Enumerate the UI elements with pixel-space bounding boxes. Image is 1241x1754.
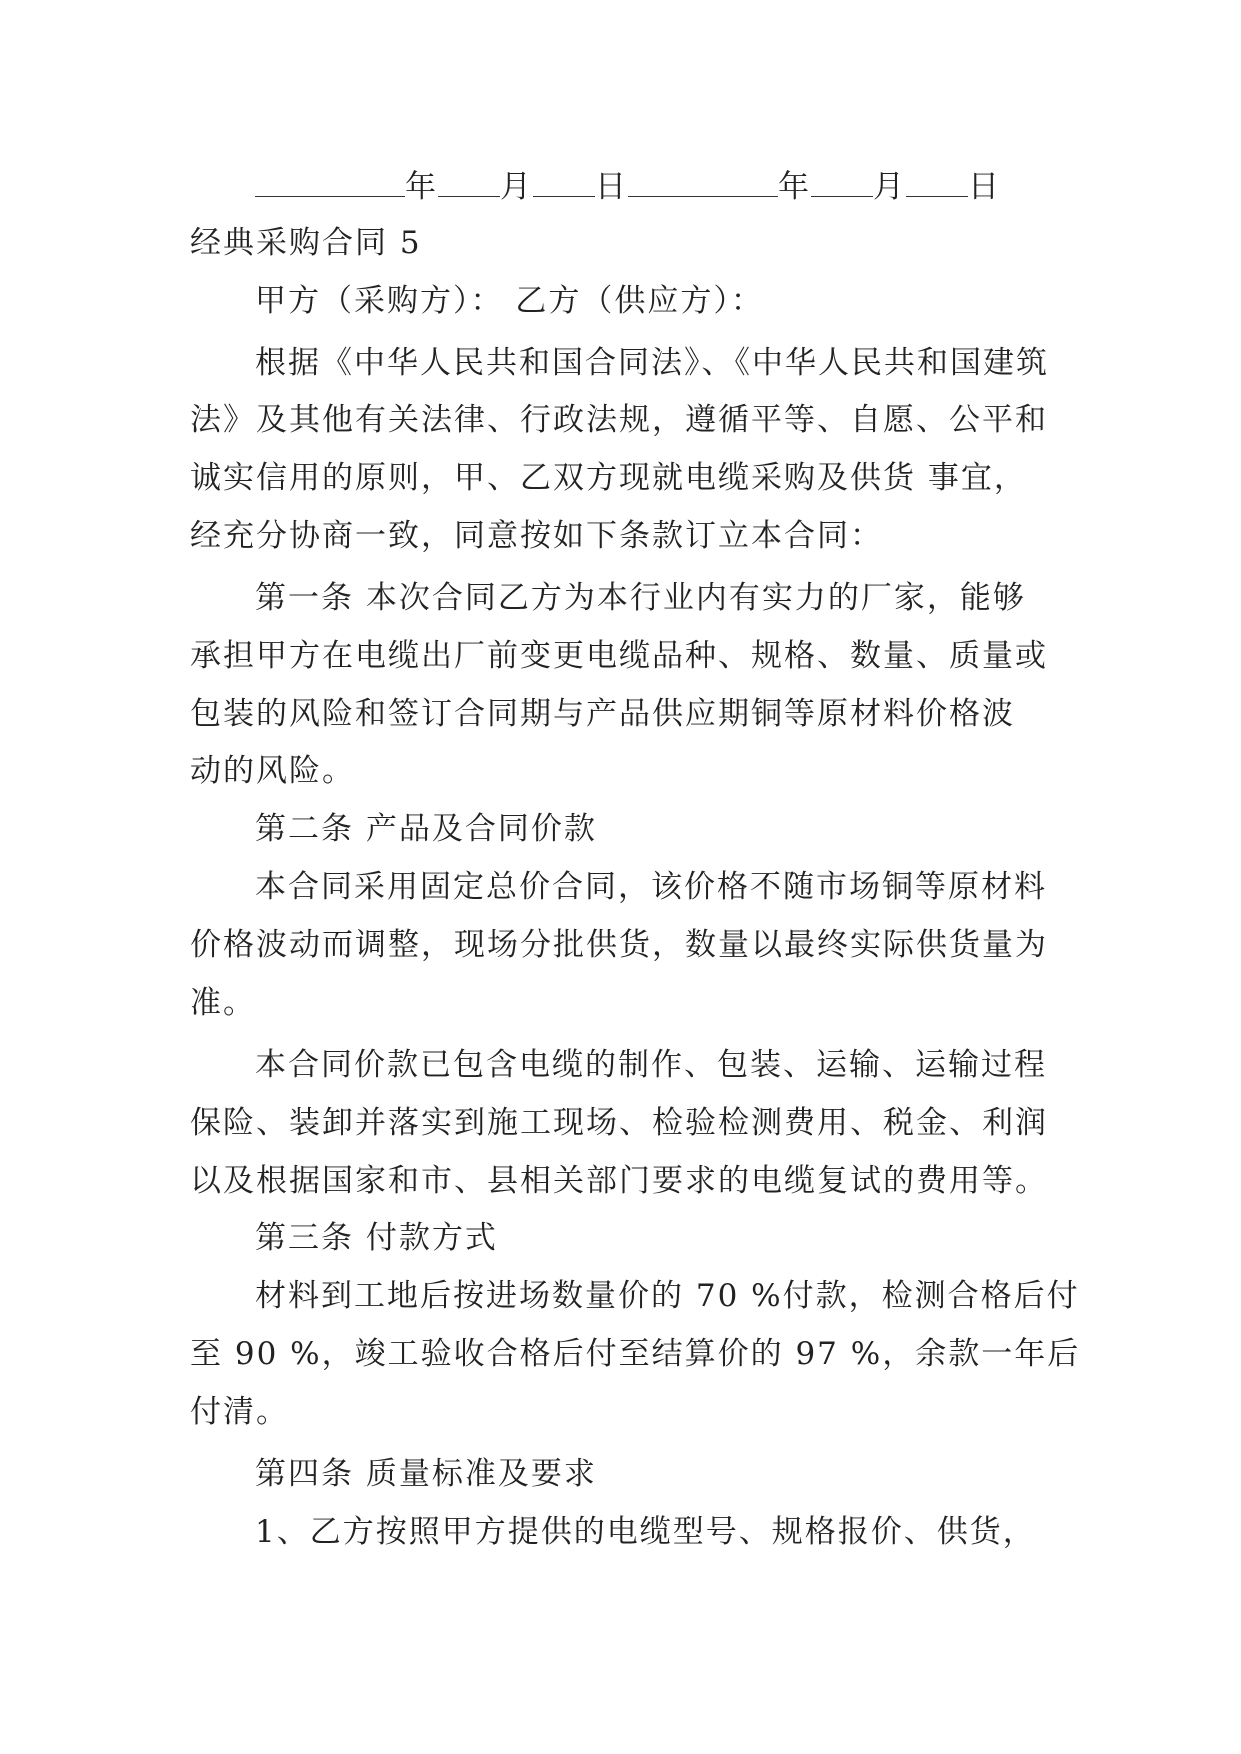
body-line: 材料到工地后按进场数量价的 70 %付款，检测合格后付 xyxy=(255,1278,1080,1314)
year-blank-1[interactable] xyxy=(255,166,405,197)
day-char-1: 日 xyxy=(595,169,628,205)
day-blank-1[interactable] xyxy=(533,166,595,197)
body-line: 经充分协商一致，同意按如下条款订立本合同： xyxy=(190,518,883,554)
month-blank-2[interactable] xyxy=(811,166,873,197)
body-line: 本合同价款已包含电缆的制作、包装、运输、运输过程 xyxy=(255,1047,1047,1083)
party-line: 甲方（采购方）： 乙方（供应方）： xyxy=(255,283,764,319)
body-line: 法》及其他有关法律、行政法规，遵循平等、自愿、公平和 xyxy=(190,402,1048,438)
date-line xyxy=(255,166,1001,207)
body-line: 保险、装卸并落实到施工现场、检验检测费用、税金、利润 xyxy=(190,1105,1048,1141)
article-4-heading: 第四条 质量标准及要求 xyxy=(255,1456,597,1492)
body-line: 准。 xyxy=(190,985,256,1021)
section-heading: 经典采购合同 5 xyxy=(190,225,422,261)
body-line: 动的风险。 xyxy=(190,753,355,789)
article-3-heading: 第三条 付款方式 xyxy=(255,1220,498,1256)
day-char-2: 日 xyxy=(968,169,1001,205)
day-blank-2[interactable] xyxy=(906,166,968,197)
body-line: 诚实信用的原则，甲、乙双方现就电缆采购及供货 事宜， xyxy=(190,460,1027,496)
year-char-2: 年 xyxy=(778,169,811,205)
body-line: 承担甲方在电缆出厂前变更电缆品种、规格、数量、质量或 xyxy=(190,638,1048,674)
month-char-1: 月 xyxy=(500,169,533,205)
body-line: 价格波动而调整，现场分批供货，数量以最终实际供货量为 xyxy=(190,927,1048,963)
body-line: 根据《中华人民共和国合同法》、《中华人民共和国建筑 xyxy=(255,345,1049,381)
body-line: 本合同采用固定总价合同，该价格不随市场铜等原材料 xyxy=(255,869,1047,905)
body-line: 至 90 %，竣工验收合格后付至结算价的 97 %，余款一年后 xyxy=(190,1336,1081,1372)
article-1-line: 第一条 本次合同乙方为本行业内有实力的厂家，能够 xyxy=(255,580,1026,616)
month-blank-1[interactable] xyxy=(438,166,500,197)
body-line: 付清。 xyxy=(190,1394,289,1430)
year-char-1: 年 xyxy=(405,169,438,205)
year-blank-2[interactable] xyxy=(628,166,778,197)
body-line: 1、乙方按照甲方提供的电缆型号、规格报价、供货， xyxy=(255,1514,1036,1550)
month-char-2: 月 xyxy=(873,169,906,205)
body-line: 以及根据国家和市、县相关部门要求的电缆复试的费用等。 xyxy=(190,1163,1048,1199)
article-2-heading: 第二条 产品及合同价款 xyxy=(255,811,597,847)
body-line: 包装的风险和签订合同期与产品供应期铜等原材料价格波 xyxy=(190,696,1015,732)
